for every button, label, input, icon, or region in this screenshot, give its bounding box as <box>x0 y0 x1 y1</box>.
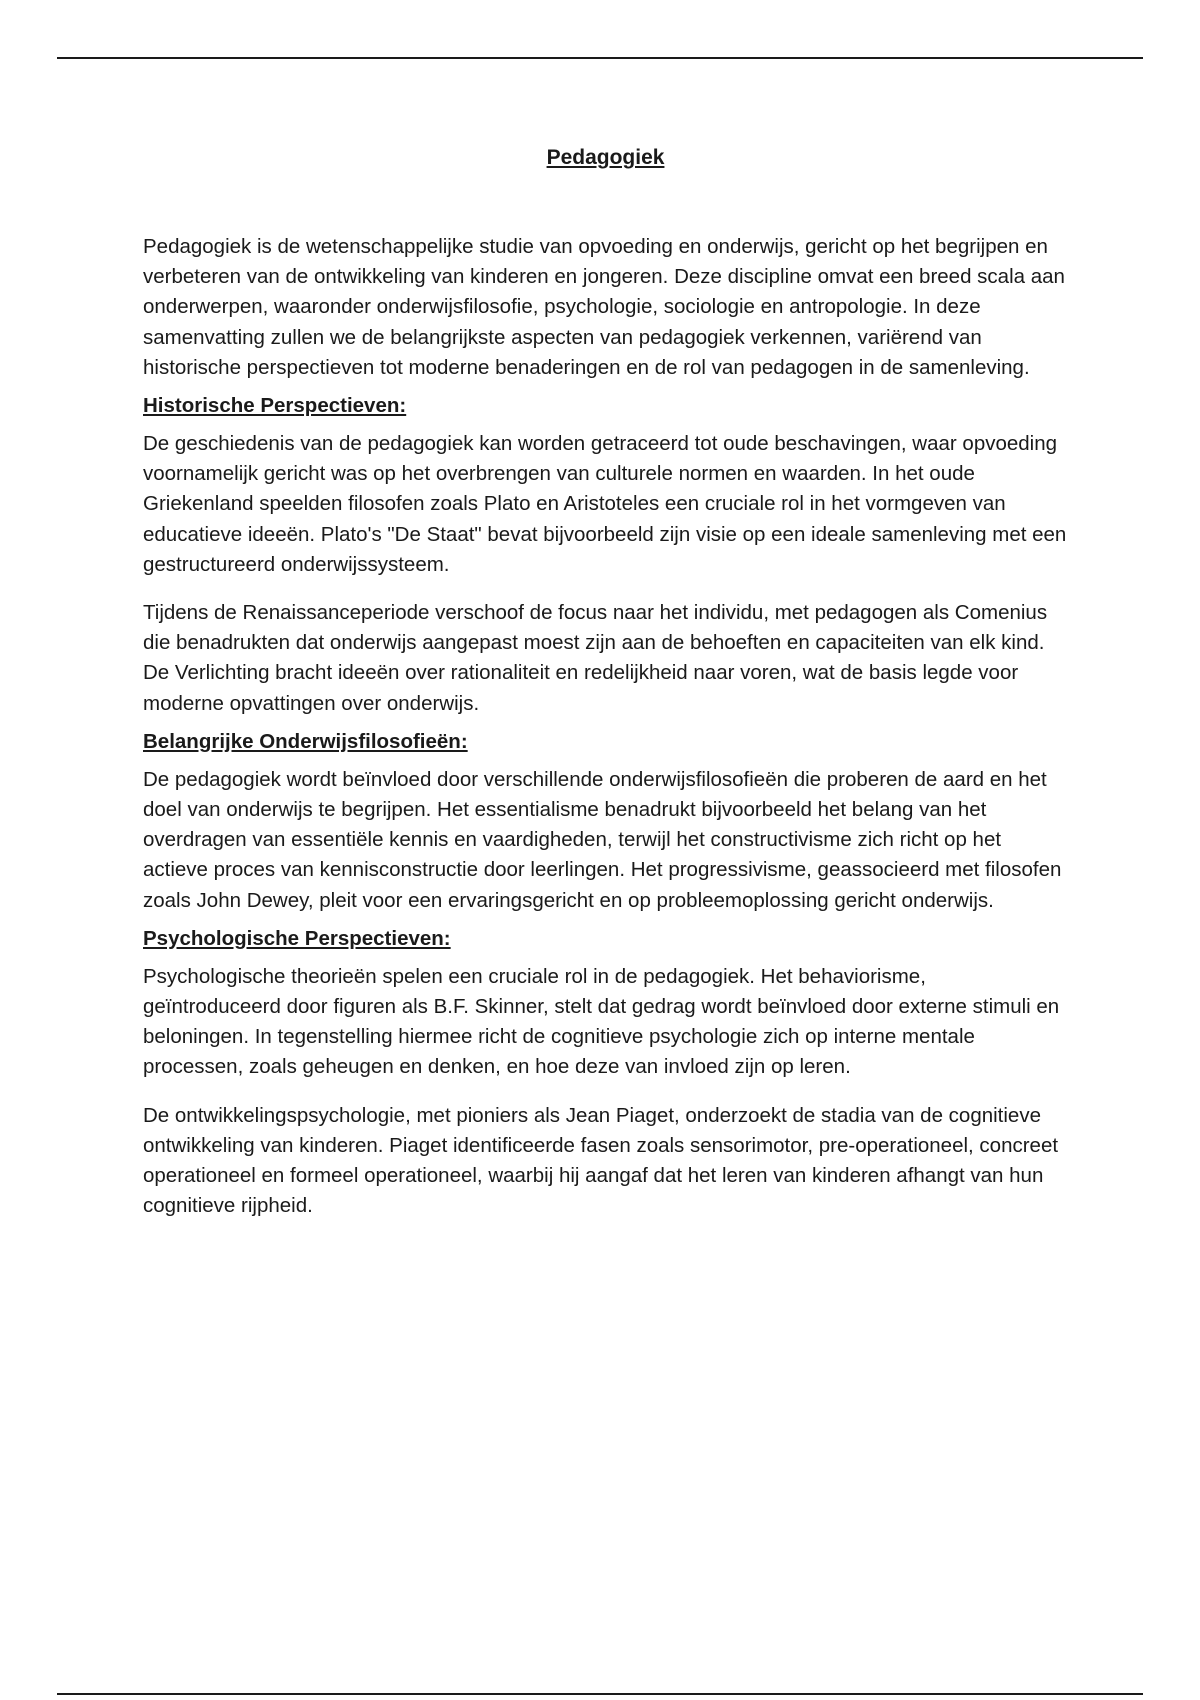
section-paragraph: Psychologische theorieën spelen een cruciale rol in de pedagogiek. Het behaviorisme, geïntroduceerd door figuren als B.F. Skinner, stelt dat gedrag wordt beïnvloed door externe stimuli en beloningen. In tegenstelling hiermee richt de cognitieve psychologie zich op interne mentale processen, zoals geheugen en denken, en hoe deze van invloed zijn op leren. <box>143 964 1060 1079</box>
section-heading-historical: Historische Perspectieven: <box>143 394 407 418</box>
document-body <box>143 144 1068 1239</box>
footer-rule <box>57 1693 1143 1695</box>
section-paragraph: De pedagogiek wordt beïnvloed door verschillende onderwijsfilosofieën die proberen de aard en het doel van onderwijs te begrijpen. Het essentialisme benadrukt bijvoorbeeld het belang van het overdragen van essentiële kennis en vaardigheden, terwijl het constructivisme zich richt op het actieve proces van kennisconstructie door leerlingen. Het progressivisme, geassocieerd met filosofen zoals John Dewey, pleit voor een ervaringsgericht en op probleemoplossing gericht onderwijs. <box>143 767 1062 912</box>
section-paragraph: De ontwikkelingspsychologie, met pioniers als Jean Piaget, onderzoekt de stadia van de cognitieve ontwikkeling van kinderen. Piaget identificeerde fasen zoals sensorimotor, pre-operationeel, concreet operationeel en formeel operationeel, waarbij hij aangaf dat het leren van kinderen afhangt van hun cognitieve rijpheid. <box>143 1103 1059 1218</box>
section-paragraph: Tijdens de Renaissanceperiode verschoof de focus naar het individu, met pedagogen als Comenius die benadrukten dat onderwijs aangepast moest zijn aan de behoeften en capaciteiten van elk kind. De Verlichting bracht ideeën over rationaliteit en redelijkheid naar voren, wat de basis legde voor moderne opvattingen over onderwijs. <box>143 601 1048 715</box>
header-rule <box>57 57 1143 59</box>
document-title: Pedagogiek <box>546 146 665 169</box>
section-heading-psychological: Psychologische Perspectieven: <box>143 926 451 950</box>
section-heading-philosophies: Belangrijke Onderwijsfilosofieën: <box>143 729 468 753</box>
section-paragraph: De geschiedenis van de pedagogiek kan worden getraceerd tot oude beschavingen, waar opvoeding voornamelijk gericht was op het overbrengen van culturele normen en waarden. In het oude Griekenland speelden filosofen zoals Plato en Aristoteles een cruciale rol in het vormgeven van educatieve ideeën. Plato's "De Staat" bevat bijvoorbeeld zijn visie op een ideale samenleving met een gestructureerd onderwijssysteem. <box>143 432 1067 576</box>
intro-paragraph: Pedagogiek is de wetenschappelijke studie van opvoeding en onderwijs, gericht op het begrijpen en verbeteren van de ontwikkeling van kinderen en jongeren. Deze discipline omvat een breed scala aan onderwerpen, waaronder onderwijsfilosofie, psychologie, sociologie en antropologie. In deze samenvatting zullen we de belangrijkste aspecten van pedagogiek verkennen, variërend van historische perspectieven tot moderne benaderingen en de rol van pedagogen in de samenleving. <box>143 235 1065 379</box>
